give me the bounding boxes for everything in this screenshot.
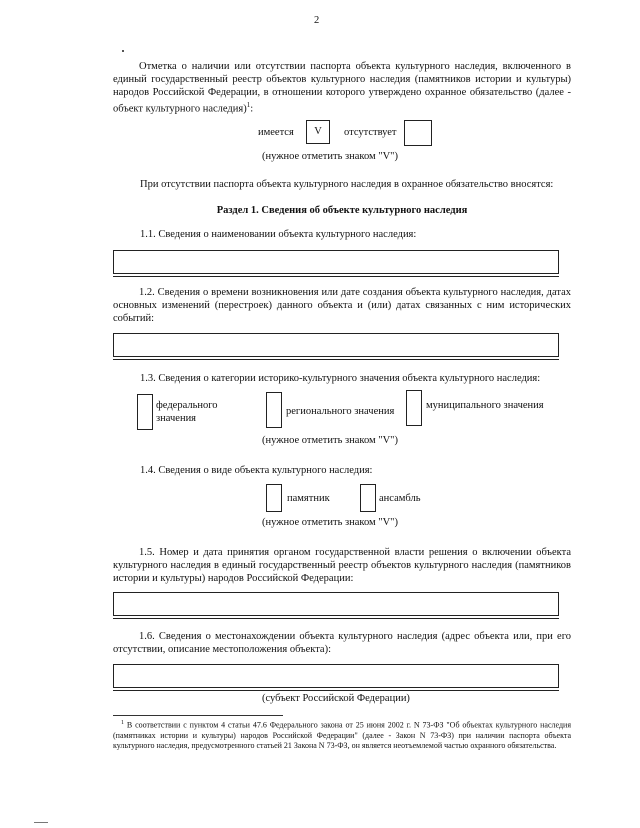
s1-2-label: 1.2. Сведения о времени возникновения или дате создания объекта культурного наследия, датах основных изменений (перестроек) данного объекта и (или) датах связанных с ним исторических событий: [113,287,571,324]
s1-4-hint: (нужное отметить знаком "V") [262,517,398,528]
s1-5-field[interactable] [113,592,559,616]
intro-paragraph [113,60,571,116]
category-federal-label: федерального значения [156,400,218,424]
passport-hint: (нужное отметить знаком "V") [262,151,398,162]
footnote-number: 1 [121,720,124,726]
passport-present-label: имеется [258,127,294,138]
passport-present-checkbox[interactable] [306,120,330,144]
s1-5-label: 1.5. Номер и дата принятия органом государственной власти решения о включении объекта культурного наследия в единый государственный реестр объектов культурного наследия (памятников истории и культуры) народов Российской Федерации: [113,547,571,584]
footnote-separator [113,715,283,716]
s1-6-label: 1.6. Сведения о местонахождении объекта культурного наследия (адрес объекта или, при его отсутствии, описание местоположения объекта): [113,631,571,655]
s1-6-field[interactable] [113,664,559,688]
passport-absent-checkbox[interactable] [404,120,432,146]
kind-ensemble-label: ансамбль [379,493,421,504]
passport-present-mark: V [314,126,322,137]
section-title: Раздел 1. Сведения об объекте культурного наследия [216,205,468,216]
category-regional-checkbox[interactable] [266,392,282,428]
intro-text: Отметка о наличии или отсутствии паспорта объекта культурного наследия, включенного в единый государственный реестр объектов культурного наследия (памятников истории и культуры) народов Российской Федерации, в отношении которого утверждено охранное обязательство (далее - объект культурного наследия) [113,61,571,115]
s1-1-label: 1.1. Сведения о наименовании объекта культурного наследия: [140,229,417,240]
s1-3-label: 1.3. Сведения о категории историко-культурного значения объекта культурного наследия: [140,373,541,384]
kind-ensemble-checkbox[interactable] [360,484,376,512]
kind-monument-checkbox[interactable] [266,484,282,512]
footnote-ref: 1 [246,101,251,109]
s1-6-caption: (субъект Российской Федерации) [262,693,410,704]
page-number: 2 [314,15,320,26]
scan-dot [122,50,124,52]
s1-1-field[interactable] [113,250,559,274]
s1-4-label: 1.4. Сведения о виде объекта культурного наследия: [140,465,373,476]
footnote-text: В соответствии с пунктом 4 статьи 47.6 Федерального закона от 25 июня 2002 г. N 73-ФЗ "Об объектах культурного наследия (памятниках истории и культуры) народов Российской Федерации" (далее - Закон N 73-ФЗ) при наличии паспорта объекта культурного наследия, предусмотренного статьей 21 Закона N 73-ФЗ, он является неотъемлемой частью охранного обязательства. [113,720,572,750]
scan-mark [34,822,48,823]
category-municipal-label: муниципального значения [426,400,544,411]
category-federal-checkbox[interactable] [137,394,153,430]
s1-2-field[interactable] [113,333,559,357]
category-regional-label: регионального значения [286,406,395,417]
kind-monument-label: памятник [287,493,330,504]
intro-colon: : [250,103,254,115]
category-municipal-checkbox[interactable] [406,390,422,426]
no-passport-text: При отсутствии паспорта объекта культурного наследия в охранное обязательство вносятся: [140,179,554,190]
s1-3-hint: (нужное отметить знаком "V") [262,435,398,446]
footnote [113,718,571,751]
passport-absent-label: отсутствует [344,127,397,138]
